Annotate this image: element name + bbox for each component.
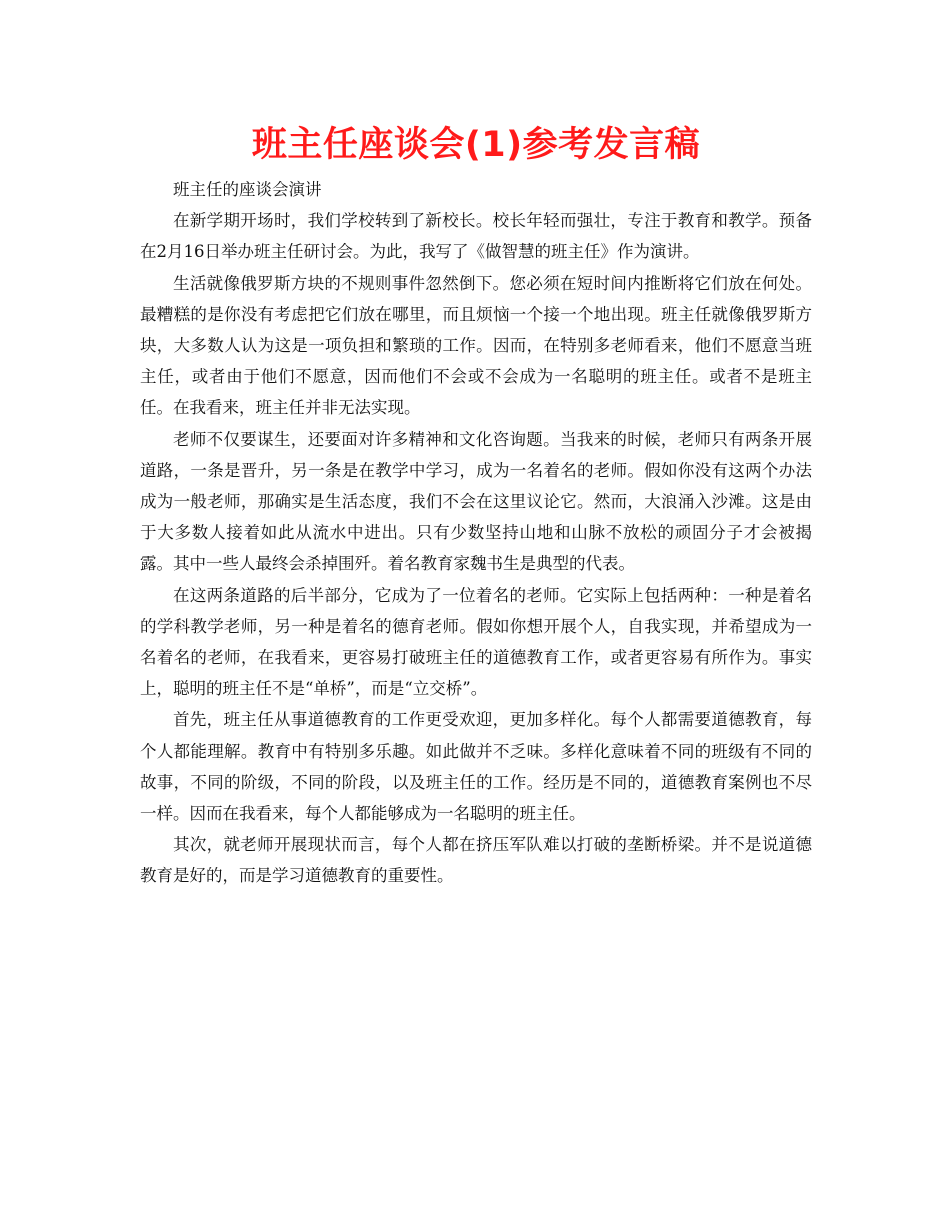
- paragraph-1: 在新学期开场时，我们学校转到了新校长。校长年轻而强壮，专注于教育和教学。预备在2月16日举办班主任研讨会。为此，我写了《做智慧的班主任》作为演讲。: [140, 211, 812, 262]
- document-page: [140, 118, 812, 892]
- document-title: 班主任座谈会(1)参考发言稿: [251, 125, 701, 165]
- paragraph-subtitle: 班主任的座谈会演讲: [173, 180, 322, 199]
- paragraph-3: 老师不仅要谋生，还要面对许多精神和文化咨询题。当我来的时候，老师只有两条开展道路，一条是晋升，另一条是在教学中学习，成为一名着名的老师。假如你没有这两个办法成为一般老师，那确实是生活态度，我们不会在这里议论它。然而，大浪涌入沙滩。这是由于大多数人接着如此从流水中进出。只有少数坚持山地和山脉不放松的顽固分子才会被揭露。其中一些人最终会杀掉围歼。着名教育家魏书生是典型的代表。: [140, 429, 812, 574]
- paragraph-5: 首先，班主任从事道德教育的工作更受欢迎，更加多样化。每个人都需要道德教育，每个人都能理解。教育中有特别多乐趣。如此做并不乏味。多样化意味着不同的班级有不同的故事，不同的阶级，不同的阶段，以及班主任的工作。经历是不同的，道德教育案例也不尽一样。因而在我看来，每个人都能够成为一名聪明的班主任。: [140, 710, 812, 824]
- paragraph-6: 其次，就老师开展现状而言，每个人都在挤压军队难以打破的垄断桥梁。并不是说道德教育是好的，而是学习道德教育的重要性。: [140, 835, 812, 886]
- paragraph-2: 生活就像俄罗斯方块的不规则事件忽然倒下。您必须在短时间内推断将它们放在何处。最糟糕的是你没有考虑把它们放在哪里，而且烦恼一个接一个地出现。班主任就像俄罗斯方块，大多数人认为这是一项负担和繁琐的工作。因而，在特别多老师看来，他们不愿意当班主任，或者由于他们不愿意，因而他们不会或不会成为一名聪明的班主任。或者不是班主任。在我看来，班主任并非无法实现。: [140, 273, 812, 418]
- paragraph-4: 在这两条道路的后半部分，它成为了一位着名的老师。它实际上包括两种：一种是着名的学科教学老师，另一种是着名的德育老师。假如你想开展个人，自我实现，并希望成为一名着名的老师，在我看来，更容易打破班主任的道德教育工作，或者更容易有所作为。事实上，聪明的班主任不是“单桥”，而是“立交桥”。: [140, 585, 812, 699]
